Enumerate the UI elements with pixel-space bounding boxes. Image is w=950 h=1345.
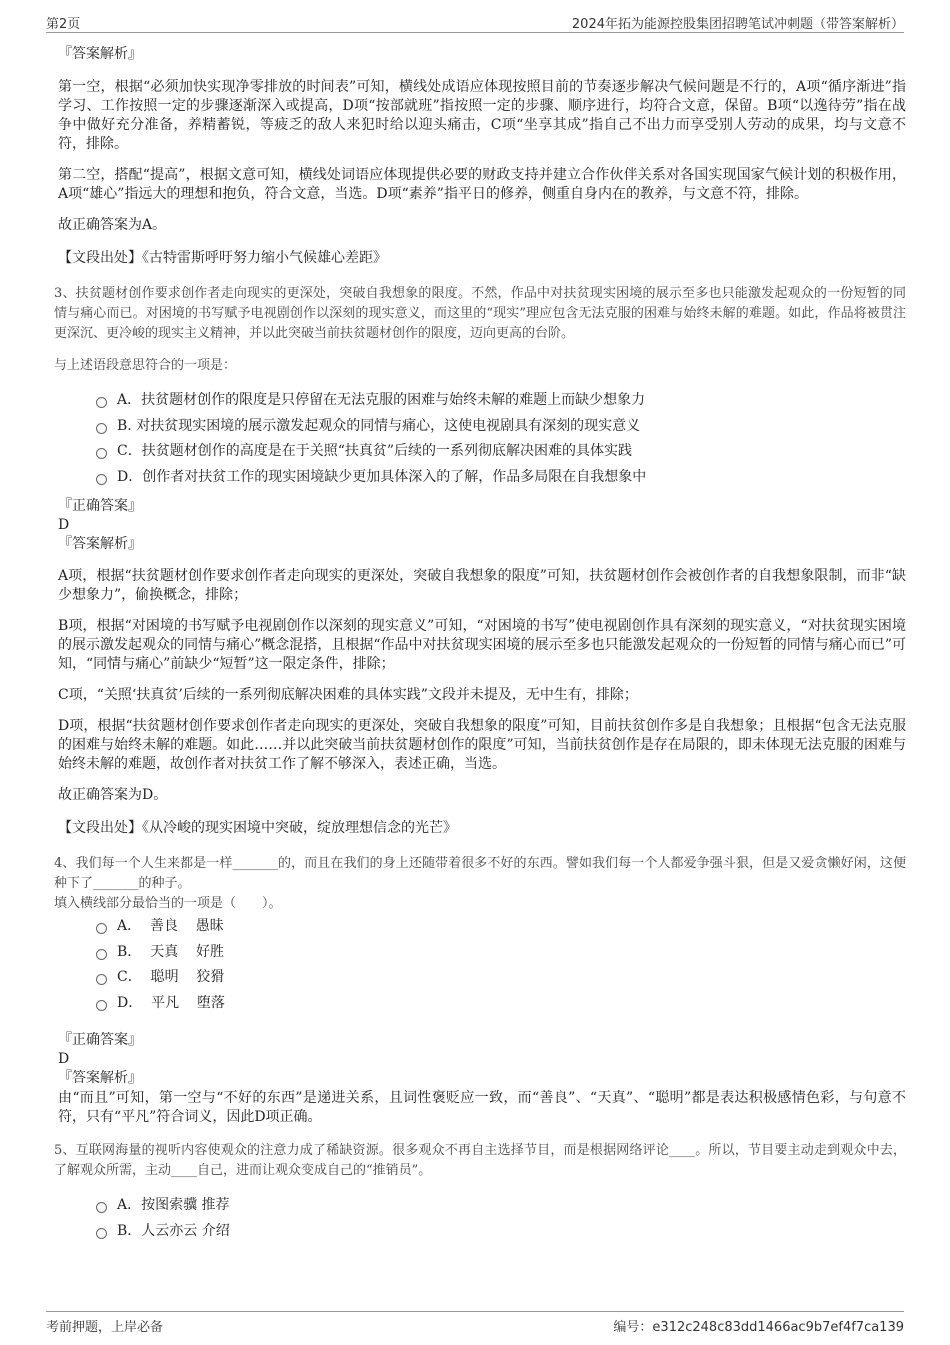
q3-answer-label: 『正确答案』 <box>58 498 142 514</box>
q4-option-d[interactable] <box>96 993 906 1019</box>
radio-icon[interactable] <box>96 974 107 985</box>
option-label: B．人云亦云 介绍 <box>117 1222 230 1239</box>
footer-slogan: 考前押题，上岸必备 <box>46 1320 164 1335</box>
radio-icon[interactable] <box>96 923 107 934</box>
page-content <box>54 44 906 1252</box>
radio-icon[interactable] <box>96 423 107 434</box>
option-label: A．按图索骥 推荐 <box>117 1197 230 1213</box>
option-label: A． 善良 愚昧 <box>117 918 224 934</box>
q3-prompt: 与上述语段意思符合的一项是： <box>54 358 237 373</box>
option-label: D． 平凡 堕落 <box>117 994 225 1011</box>
q4-answer-label: 『正确答案』 <box>58 1032 142 1048</box>
q3-options <box>96 390 906 492</box>
page-number: 第2页 <box>46 17 81 32</box>
q2-conclusion: 故正确答案为A。 <box>58 217 167 233</box>
q3-option-a[interactable] <box>96 390 906 416</box>
q3-option-d[interactable] <box>96 467 906 493</box>
q4-option-c[interactable] <box>96 967 906 993</box>
q3-analysis-paragraph: B项，根据“对困境的书写赋予电视剧创作以深刻的现实意义”可知，“对困境的书写”使电视剧创作具有深刻的现实意义，“对扶贫现实困境的展示激发起观众的同情与痛心”概念混搭，且根据“作品中对扶贫现实困境的展示至多也只能激发起观众的一份短暂的同情与痛心而已”可知，“同情与痛心”前缺少“短暂”这一限定条件，排除； <box>58 618 906 672</box>
q5-question-text: 5、互联网海量的视听内容使观众的注意力成了稀缺资源。很多观众不再自主选择节目，而是根据网络评论____。所以，节目要主动走到观众中去，了解观众所需，主动____自己，进而让观众变成自己的“推销员”。 <box>54 1143 906 1178</box>
q3-analysis-paragraph: A项，根据“扶贫题材创作要求创作者走向现实的更深处，突破自我想象的限度”可知，扶贫题材创作会被创作者的自我想象限制，而非“缺少想象力”，偷换概念，排除； <box>58 568 906 603</box>
q4-analysis-paragraph: 由“而且”可知，第一空与“不好的东西”是递进关系，且词性褒贬应一致，而“善良”、“天真”、“聪明”都是表达积极感情色彩，与句意不符，只有“平凡”符合词义，因此D项正确。 <box>58 1090 906 1125</box>
option-label: A．扶贫题材创作的限度是只停留在无法克服的困难与始终未解的难题上而缺少想象力 <box>117 392 646 408</box>
document-title: 2024年拓为能源控股集团招聘笔试冲刺题（带答案解析） <box>571 17 904 32</box>
radio-icon[interactable] <box>96 1202 107 1213</box>
radio-icon[interactable] <box>96 1228 107 1239</box>
option-label: B. 对扶贫现实困境的展示激发起观众的同情与痛心，这使电视剧具有深刻的现实意义 <box>117 417 641 434</box>
page-header <box>46 10 904 33</box>
q4-question-text: 4、我们每一个人生来都是一样_______的，而且在我们的身上还随带着很多不好的东西。譬如我们每一个人都爱争强斗狠，但是又爱贪懒好闲，这便种下了_______的种子。 <box>54 856 906 891</box>
q3-option-b[interactable] <box>96 416 906 442</box>
q2-analysis-paragraph: 第二空，搭配“提高”，根据文意可知，横线处词语应体现提供必要的财政支持并建立合作伙伴关系对各国实现国家气候计划的积极作用，A项“雄心”指远大的理想和抱负，符合文意，当选。D项“素养”指平日的修养，侧重自身内在的教养，与文意不符，排除。 <box>58 167 906 202</box>
q4-answer: D <box>58 1051 70 1067</box>
option-label: D．创作者对扶贫工作的现实困境缺少更加具体深入的了解，作品多局限在自我想象中 <box>117 468 647 485</box>
q3-conclusion: 故正确答案为D。 <box>58 787 168 803</box>
option-label: C． 聪明 狡猾 <box>117 969 225 985</box>
option-label: B． 天真 好胜 <box>117 943 224 960</box>
document-id: 编号：e312c248c83dd1466ac9b7ef4f7ca139 <box>613 1320 904 1335</box>
radio-icon[interactable] <box>96 448 107 459</box>
radio-icon[interactable] <box>96 949 107 960</box>
q5-option-a[interactable] <box>96 1195 906 1221</box>
q4-options <box>96 916 906 1018</box>
radio-icon[interactable] <box>96 397 107 408</box>
q2-analysis-label: 『答案解析』 <box>58 46 142 62</box>
q4-option-b[interactable] <box>96 942 906 968</box>
q3-answer: D <box>58 517 70 533</box>
q4-prompt: 填入横线部分最恰当的一项是（ ）。 <box>54 896 282 911</box>
q5-option-b[interactable] <box>96 1221 906 1247</box>
q5-options <box>96 1195 906 1246</box>
q3-option-c[interactable] <box>96 441 906 467</box>
q3-analysis-paragraph: D项，根据“扶贫题材创作要求创作者走向现实的更深处，突破自我想象的限度”可知，目前扶贫创作多是自我想象；且根据“包含无法克服的困难与始终未解的难题。如此……并以此突破当前扶贫题材创作的限度”可知，当前扶贫创作是存在局限的，即未体现无法克服的困难与始终未解的难题，故创作者对扶贫工作了解不够深入，表述正确，当选。 <box>58 718 906 772</box>
q4-option-a[interactable] <box>96 916 906 942</box>
q4-analysis-label: 『答案解析』 <box>58 1070 142 1086</box>
page-footer <box>46 1311 904 1336</box>
q3-analysis-label: 『答案解析』 <box>58 536 142 552</box>
q3-source: 【文段出处】《从冷峻的现实困境中突破，绽放理想信念的光芒》 <box>58 820 457 836</box>
q3-question-text: 3、扶贫题材创作要求创作者走向现实的更深处，突破自我想象的限度。不然，作品中对扶贫现实困境的展示至多也只能激发起观众的一份短暂的同情与痛心而已。对困境的书写赋予电视剧创作以深刻的现实意义，而这里的“现实”理应包含无法克服的困难与始终未解的难题。如此，作品将被贯注更深沉、更冷峻的现实主义精神，并以此突破当前扶贫题材创作的限度，迈向更高的台阶。 <box>54 286 906 341</box>
q3-analysis-paragraph: C项，“关照‘扶真贫’后续的一系列彻底解决困难的具体实践”文段并未提及，无中生有，排除； <box>58 687 638 703</box>
radio-icon[interactable] <box>96 474 107 485</box>
option-label: C．扶贫题材创作的高度是在于关照“扶真贫”后续的一系列彻底解决困难的具体实践 <box>117 443 633 459</box>
radio-icon[interactable] <box>96 1000 107 1011</box>
q2-source: 【文段出处】《古特雷斯呼吁努力缩小气候雄心差距》 <box>58 250 387 266</box>
q2-analysis-paragraph: 第一空，根据“必须加快实现净零排放的时间表”可知，横线处成语应体现按照目前的节奏逐步解决气候问题是不行的，A项“循序渐进”指学习、工作按照一定的步骤逐渐深入或提高，D项“按部就班”指按照一定的步骤、顺序进行，均符合文意，保留。B项“以逸待劳”指在战争中做好充分准备，养精蓄锐，等疲乏的敌人来犯时给以迎头痛击，C项“坐享其成”指自己不出力而享受别人劳动的成果，均与文意不符，排除。 <box>58 79 906 152</box>
